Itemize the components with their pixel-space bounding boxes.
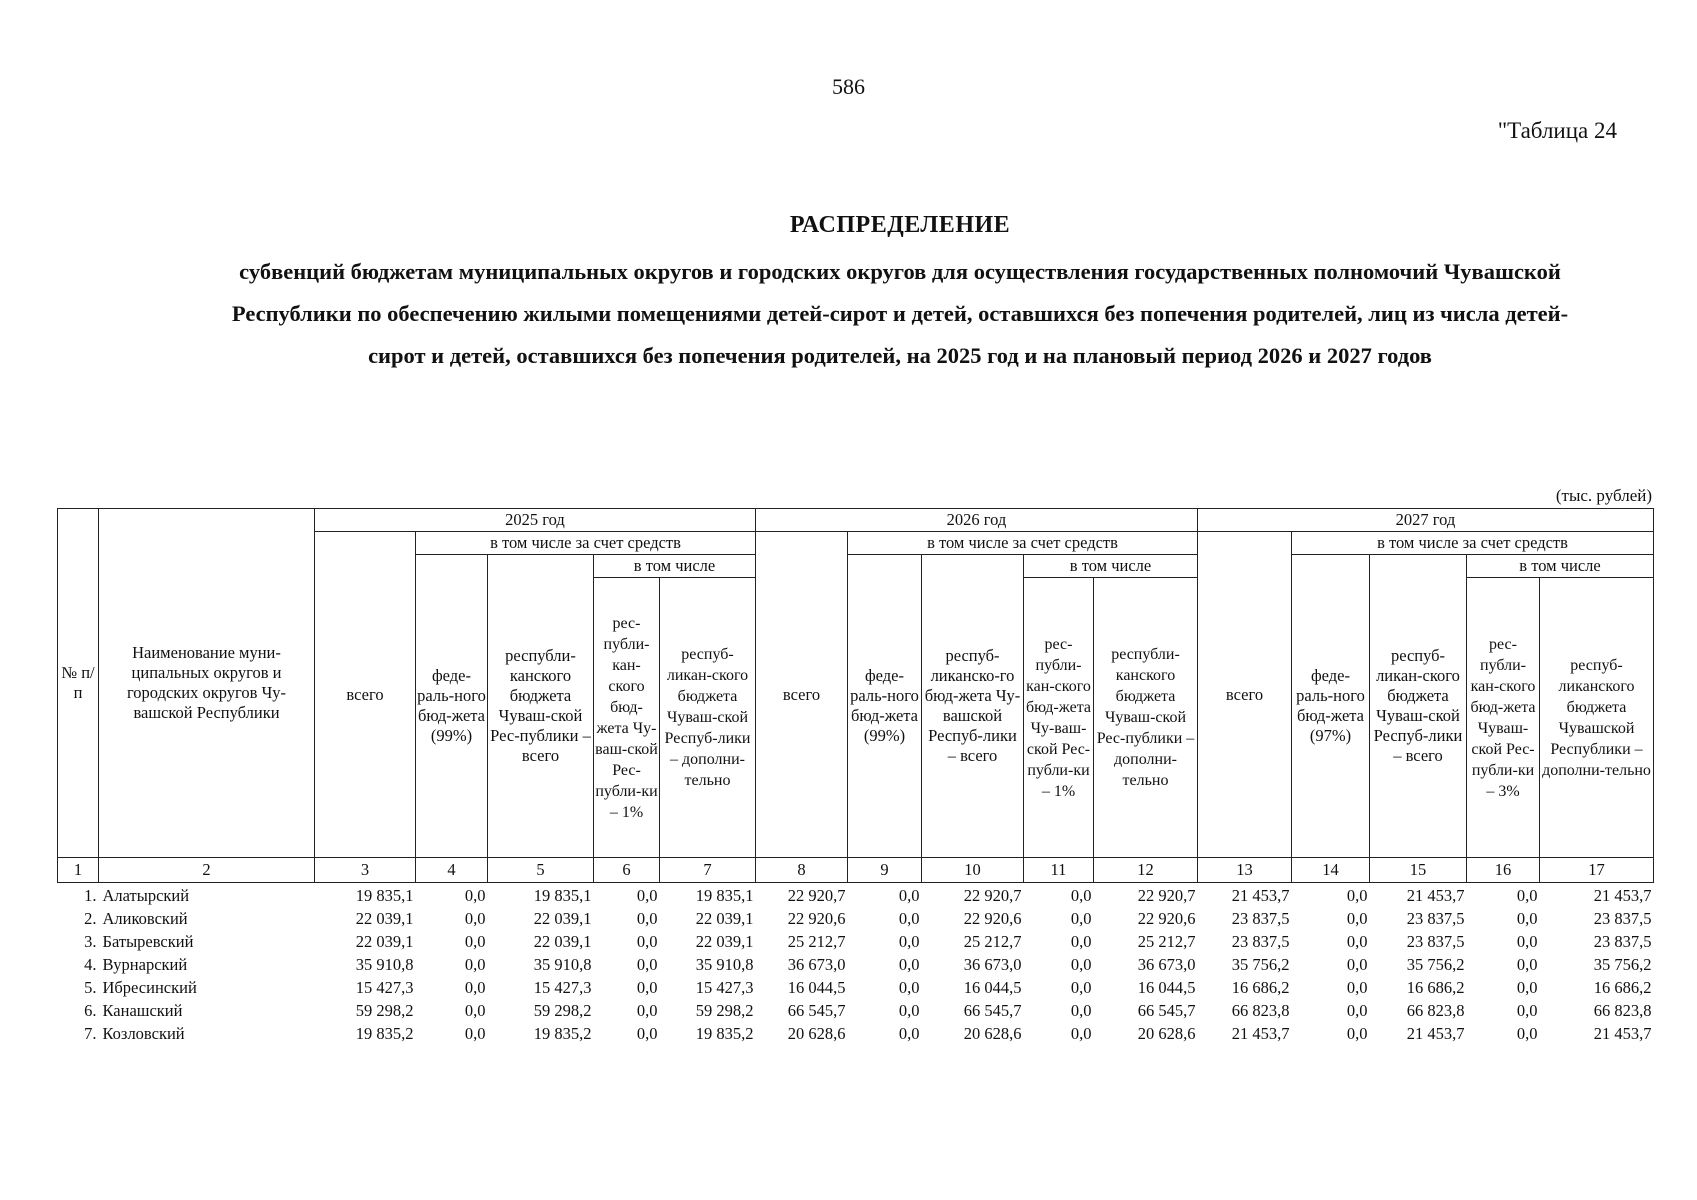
amount-cell: 0,0 [464,1024,486,1043]
header-rep-add-2025: респуб-ликан-ского бюджета Чуваш-ской Респуб-лики – дополни-тельно [660,578,756,858]
column-number: 13 [1198,858,1292,883]
header-federal-2026: феде-раль-ного бюд-жета (99%) [848,555,922,858]
amount-cell: 35 910,8 [695,955,754,974]
amount-cell: 59 298,2 [533,1001,592,1020]
amount-cell: 66 545,7 [787,1001,846,1020]
amount-cell: 22 920,7 [1137,886,1196,905]
amount-cell: 0,0 [636,909,658,928]
amount-cell: 0,0 [1516,886,1538,905]
amount-cell: 23 837,5 [1231,909,1290,928]
amount-cell: 35 756,2 [1593,955,1652,974]
amount-cell: 0,0 [636,955,658,974]
amount-cell: 23 837,5 [1406,909,1465,928]
header-name: Наименование муни-ципальных округов и городских округов Чу-вашской Республики [99,509,315,858]
amount-cell: 0,0 [464,955,486,974]
page-number: 586 [832,74,865,99]
amount-cell: 21 453,7 [1231,1024,1290,1043]
header-total-2025: всего [315,532,416,858]
header-total-2026: всего [756,532,848,858]
amount-cell: 66 823,8 [1406,1001,1465,1020]
column-number: 5 [488,858,594,883]
column-number: 1 [58,858,99,883]
amount-cell: 16 044,5 [1137,978,1196,997]
header-year-2027: 2027 год [1198,509,1654,532]
amount-cell: 0,0 [1070,886,1092,905]
amount-cell: 0,0 [1516,909,1538,928]
table-row [58,975,1654,998]
amount-cell: 66 545,7 [1137,1001,1196,1020]
district-name: Вурнарский [102,955,188,974]
amount-cell: 0,0 [464,932,486,951]
amount-cell: 0,0 [898,909,920,928]
amount-cell: 21 453,7 [1593,1024,1652,1043]
amount-cell: 0,0 [464,909,486,928]
district-name: Алатырский [102,886,190,905]
column-number: 3 [315,858,416,883]
amount-cell: 0,0 [1070,1024,1092,1043]
amount-cell: 23 837,5 [1406,932,1465,951]
column-number: 6 [594,858,660,883]
amount-cell: 15 427,3 [355,978,414,997]
amount-cell: 35 910,8 [355,955,414,974]
amount-cell: 21 453,7 [1406,886,1465,905]
amount-cell: 66 823,8 [1593,1001,1652,1020]
header-including-2027: в том числе [1467,555,1654,578]
district-name: Козловский [102,1024,185,1043]
document-title: РАСПРЕДЕЛЕНИЕ [789,212,1011,238]
header-rep-add-2027: респуб-ликанского бюджета Чувашской Республики – дополни-тельно [1540,578,1654,858]
amount-cell: 66 545,7 [963,1001,1022,1020]
column-number: 4 [416,858,488,883]
header-year-2026: 2026 год [756,509,1198,532]
column-number: 9 [848,858,922,883]
amount-cell: 21 453,7 [1231,886,1290,905]
amount-cell: 0,0 [898,978,920,997]
amount-cell: 0,0 [1070,1001,1092,1020]
amount-cell: 36 673,0 [963,955,1022,974]
row-number: 3. [84,932,97,951]
amount-cell: 0,0 [636,932,658,951]
title-block [0,212,1697,377]
header-rep-total-2026: респуб-ликанско-го бюд-жета Чу-вашской Респуб-лики – всего [922,555,1024,858]
amount-cell: 19 835,2 [695,1024,754,1043]
amount-cell: 22 039,1 [355,932,414,951]
amount-cell: 0,0 [1346,978,1368,997]
amount-cell: 0,0 [1070,909,1092,928]
column-number: 7 [660,858,756,883]
header-num: № п/п [58,509,99,858]
amount-cell: 23 837,5 [1593,909,1652,928]
column-number: 14 [1292,858,1370,883]
row-number: 1. [84,886,97,905]
amount-cell: 25 212,7 [963,932,1022,951]
amount-cell: 59 298,2 [355,1001,414,1020]
amount-cell: 16 044,5 [963,978,1022,997]
amount-cell: 19 835,2 [533,1024,592,1043]
amount-cell: 20 628,6 [787,1024,846,1043]
column-number: 8 [756,858,848,883]
amount-cell: 0,0 [636,886,658,905]
amount-cell: 0,0 [898,886,920,905]
amount-cell: 22 039,1 [355,909,414,928]
amount-cell: 0,0 [636,978,658,997]
distribution-table [57,508,1654,1044]
amount-cell: 22 039,1 [695,932,754,951]
amount-cell: 22 920,6 [1137,909,1196,928]
header-including-funds-2027: в том числе за счет средств [1292,532,1654,555]
amount-cell: 21 453,7 [1406,1024,1465,1043]
amount-cell: 19 835,2 [355,1024,414,1043]
table-row [58,1021,1654,1044]
amount-cell: 0,0 [464,978,486,997]
amount-cell: 0,0 [1346,886,1368,905]
table-row [58,906,1654,929]
amount-cell: 0,0 [1070,978,1092,997]
amount-cell: 0,0 [898,1024,920,1043]
amount-cell: 19 835,1 [533,886,592,905]
amount-cell: 0,0 [636,1001,658,1020]
amount-cell: 22 920,7 [963,886,1022,905]
amount-cell: 23 837,5 [1231,932,1290,951]
table-row [58,929,1654,952]
amount-cell: 59 298,2 [695,1001,754,1020]
amount-cell: 0,0 [1346,932,1368,951]
column-number: 11 [1024,858,1094,883]
amount-cell: 0,0 [1516,1001,1538,1020]
amount-cell: 0,0 [636,1024,658,1043]
row-number: 2. [84,909,97,928]
amount-cell: 22 039,1 [533,909,592,928]
amount-cell: 0,0 [1346,955,1368,974]
row-number: 6. [84,1001,97,1020]
amount-cell: 22 920,6 [787,909,846,928]
table-label: "Таблица 24 [1497,118,1617,143]
amount-cell: 0,0 [1346,909,1368,928]
amount-cell: 20 628,6 [963,1024,1022,1043]
district-name: Батыревский [102,932,194,951]
amount-cell: 22 920,7 [787,886,846,905]
row-number: 5. [84,978,97,997]
amount-cell: 35 756,2 [1231,955,1290,974]
district-name: Аликовский [102,909,188,928]
header-rep-total-2027: респуб-ликан-ского бюджета Чуваш-ской Респуб-лики – всего [1370,555,1467,858]
header-federal-2025: феде-раль-ного бюд-жета (99%) [416,555,488,858]
amount-cell: 25 212,7 [787,932,846,951]
amount-cell: 0,0 [898,1001,920,1020]
amount-cell: 16 686,2 [1231,978,1290,997]
table-row [58,883,1654,907]
amount-cell: 0,0 [898,955,920,974]
amount-cell: 22 920,6 [963,909,1022,928]
header-rep-1pct-2025: рес-публи-кан-ского бюд-жета Чу-ваш-ской Рес-публи-ки – 1% [594,578,660,858]
amount-cell: 0,0 [1070,955,1092,974]
amount-cell: 16 686,2 [1406,978,1465,997]
header-rep-3pct-2027: рес-публи-кан-ского бюд-жета Чуваш-ской Рес-публи-ки – 3% [1467,578,1540,858]
amount-cell: 19 835,1 [355,886,414,905]
amount-cell: 0,0 [1070,932,1092,951]
district-name: Ибресинский [102,978,197,997]
units-note: (тыс. рублей) [1555,486,1652,505]
amount-cell: 0,0 [1346,1001,1368,1020]
document-subtitle: субвенций бюджетам муниципальных округов и городских округов для осуществления государственных полномочий Чувашской Республики по обеспечению жилыми помещениями детей-сирот и детей, оставшихся без попечения родителей, лиц из числа детей-сирот и детей, оставшихся без попечения родителей, на 2025 год и на плановый период 2026 и 2027 годов [231,259,1569,368]
amount-cell: 0,0 [464,886,486,905]
amount-cell: 0,0 [1516,1024,1538,1043]
amount-cell: 0,0 [1516,932,1538,951]
amount-cell: 0,0 [1346,1024,1368,1043]
column-number: 17 [1540,858,1654,883]
amount-cell: 0,0 [1516,955,1538,974]
row-number: 7. [84,1024,97,1043]
amount-cell: 16 686,2 [1593,978,1652,997]
amount-cell: 35 910,8 [533,955,592,974]
header-year-2025: 2025 год [315,509,756,532]
header-including-funds-2026: в том числе за счет средств [848,532,1198,555]
header-including-funds-2025: в том числе за счет средств [416,532,756,555]
amount-cell: 21 453,7 [1593,886,1652,905]
table-row [58,952,1654,975]
header-rep-1pct-2026: рес-публи-кан-ского бюд-жета Чу-ваш-ской Рес-публи-ки – 1% [1024,578,1094,858]
amount-cell: 25 212,7 [1137,932,1196,951]
amount-cell: 36 673,0 [787,955,846,974]
column-number-row [58,858,1654,883]
district-name: Канашский [102,1001,183,1020]
amount-cell: 23 837,5 [1593,932,1652,951]
column-number: 12 [1094,858,1198,883]
amount-cell: 0,0 [1516,978,1538,997]
amount-cell: 0,0 [464,1001,486,1020]
header-rep-add-2026: республи-канского бюджета Чуваш-ской Рес-публики – дополни-тельно [1094,578,1198,858]
amount-cell: 16 044,5 [787,978,846,997]
amount-cell: 36 673,0 [1137,955,1196,974]
amount-cell: 20 628,6 [1137,1024,1196,1043]
amount-cell: 15 427,3 [533,978,592,997]
header-rep-total-2025: республи-канского бюджета Чуваш-ской Рес-публики – всего [488,555,594,858]
column-number: 2 [99,858,315,883]
column-number: 10 [922,858,1024,883]
amount-cell: 35 756,2 [1406,955,1465,974]
header-including-2026: в том числе [1024,555,1198,578]
table-row [58,998,1654,1021]
column-number: 15 [1370,858,1467,883]
amount-cell: 22 039,1 [533,932,592,951]
amount-cell: 66 823,8 [1231,1001,1290,1020]
amount-cell: 22 039,1 [695,909,754,928]
header-including-2025: в том числе [594,555,756,578]
column-number: 16 [1467,858,1540,883]
header-federal-2027: феде-раль-ного бюд-жета (97%) [1292,555,1370,858]
header-total-2027: всего [1198,532,1292,858]
row-number: 4. [84,955,97,974]
amount-cell: 19 835,1 [695,886,754,905]
amount-cell: 0,0 [898,932,920,951]
amount-cell: 15 427,3 [695,978,754,997]
